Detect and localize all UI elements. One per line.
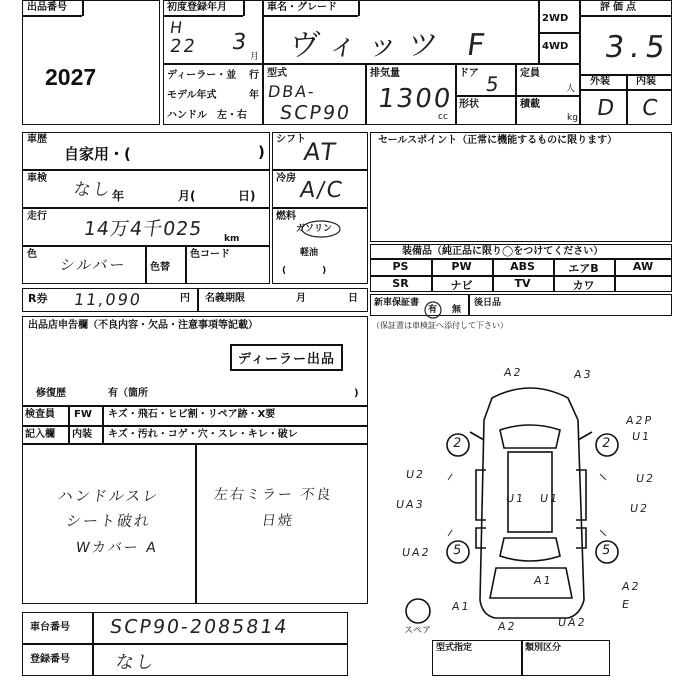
km-unit: km [224, 234, 240, 244]
inspection-year: 年 [112, 189, 125, 203]
shape-label: 形状 [459, 99, 479, 110]
model-year-suffix: 年 [249, 90, 259, 101]
kg-unit: kg [567, 113, 578, 123]
mark-ua2-bottom: UA2 [557, 616, 588, 629]
recycle-yen: 円 [180, 293, 190, 304]
mark-ua3: UA3 [395, 498, 426, 511]
interior-items: キズ・汚れ・コゲ・穴・スレ・キレ・破レ [108, 429, 298, 440]
expiry-day: 日 [348, 293, 358, 304]
equipment-title: 装備品（純正品に限り◯をつけてください） [402, 246, 604, 257]
mark-u2-left: U2 [405, 468, 426, 481]
registration-label: 登録番号 [30, 654, 70, 665]
tire-fr-mark: 2 [600, 436, 612, 451]
reg-year: 22 [168, 36, 199, 57]
sales-label: セールスポイント（正常に機能するものに限ります） [378, 135, 618, 146]
mark-ua2-left: UA2 [401, 546, 432, 559]
mark-e: E [621, 598, 632, 611]
mark-front-a3: A3 [573, 368, 594, 381]
model-code: SCP90 [278, 102, 353, 124]
recycle-label: R券 [28, 292, 48, 305]
eq-ps: PS [392, 260, 409, 273]
repair-label: 修復歴 [36, 388, 66, 399]
fw-items: キズ・飛石・ヒビ割・リペア跡・X要 [108, 409, 276, 420]
eq-navi: ナビ [450, 279, 473, 292]
history-close: ) [258, 143, 265, 161]
eq-airbag: エアB [568, 262, 599, 275]
history-box [22, 132, 270, 170]
fuel-gas: ガソリン [296, 224, 333, 234]
mark-a1-right: A1 [533, 574, 554, 587]
first-reg-label: 初度登録年月 [167, 2, 227, 13]
mark-a2-rear-right: A2 [621, 580, 642, 593]
mark-u2-lower-right: U2 [629, 502, 650, 515]
eq-leather: カワ [572, 279, 595, 292]
history-label: 車歴 [27, 134, 47, 145]
ac-value: A/C [298, 178, 346, 203]
fuel-label: 燃料 [276, 211, 296, 222]
history-value: 自家用・( [64, 145, 131, 163]
era: H [168, 18, 186, 37]
note-line-3: Wカバー A [74, 540, 159, 556]
mark-front-a2: A2 [503, 366, 524, 379]
expiry-month: 月 [296, 293, 306, 304]
drive-4wd: 4WD [542, 41, 569, 52]
shift-label: シフト [276, 134, 306, 145]
registration-box [22, 644, 348, 676]
displacement-value: 1300 [375, 84, 455, 114]
tire-rr-mark: 5 [600, 543, 612, 558]
model-year-label: モデル年式 [167, 90, 217, 101]
score-value: 3.5 [602, 30, 674, 65]
recycle-value: 11,090 [72, 290, 144, 309]
mark-roof-u1-b: U1 [539, 492, 560, 505]
name-grade-label: 車名・グレード [267, 2, 337, 13]
after-label: 後日品 [474, 298, 502, 308]
inspection-day: 日) [238, 189, 256, 203]
mark-a2-bottom: A2 [497, 620, 518, 633]
model-label: 型式 [267, 68, 287, 79]
chassis-label: 車台番号 [30, 622, 70, 633]
inspection-label: 車検 [27, 173, 47, 184]
car-name: ヴィッツ F [287, 28, 497, 63]
drive-2wd: 2WD [542, 13, 569, 24]
lot-label: 出品番号 [27, 2, 67, 13]
mileage-value: 14万4千025 [82, 218, 204, 240]
inspector-label-2: 記入欄 [25, 429, 55, 440]
eq-pw: PW [451, 260, 472, 273]
interior-label: 内装 [636, 76, 656, 87]
mark-a2p: A2P [625, 414, 655, 427]
fuel-paren: ( ) [282, 266, 327, 276]
dealer-label: ディーラー・並 [167, 70, 237, 81]
mark-roof-u1-a: U1 [505, 492, 526, 505]
dealer-suffix: 行 [249, 70, 259, 81]
color-code-label: 色コード [190, 249, 230, 260]
exterior-label: 外装 [590, 76, 610, 87]
warranty-label: 新車保証書 [374, 298, 420, 308]
mark-u2-right: U2 [635, 472, 656, 485]
model-prefix: DBA- [266, 82, 318, 101]
inspector-label-1: 検査員 [25, 409, 55, 420]
registration-value: なし [114, 652, 158, 673]
handle-label: ハンドル 左・右 [167, 110, 247, 121]
eq-abs: ABS [510, 260, 535, 273]
warranty-yes: 有 [428, 305, 438, 315]
load-label: 積載 [520, 99, 540, 110]
lot-number: 2027 [45, 64, 97, 90]
fw-head: FW [74, 409, 92, 420]
mark-u1-right: U1 [631, 430, 652, 443]
warranty-note: （保証書は車検証へ添付して下さい） [372, 321, 508, 330]
warranty-no: 無 [452, 305, 462, 315]
reg-month: 3 [230, 30, 250, 55]
repair-close: ) [354, 388, 359, 399]
repair-value: 有（箇所 [108, 388, 148, 399]
expiry-label: 名義期限 [205, 293, 245, 304]
note-line-2: シート破れ [64, 512, 153, 530]
eq-sr: SR [392, 277, 409, 290]
mileage-label: 走行 [27, 211, 47, 222]
note-line-4: 左右ミラー 不良 [212, 487, 334, 503]
tire-fl-mark: 2 [451, 436, 463, 451]
class-label: 類別区分 [525, 643, 562, 653]
spare-label: スペア [404, 626, 432, 636]
repaint-label: 色替 [150, 262, 170, 273]
month-unit: 月 [250, 52, 260, 62]
lot-box [22, 0, 160, 125]
interior-head: 内装 [72, 429, 92, 440]
ac-label: 冷房 [276, 173, 296, 184]
inspection-value: なし [72, 180, 114, 200]
interior-grade: C [640, 96, 662, 121]
sales-box [370, 132, 672, 242]
color-label: 色 [27, 249, 37, 260]
eq-tv: TV [514, 277, 531, 290]
mark-a1-left: A1 [451, 600, 472, 613]
tire-rl-mark: 5 [451, 543, 463, 558]
capacity-label: 定員 [520, 68, 540, 79]
chassis-value: SCP90-2085814 [108, 616, 290, 638]
capacity-unit: 人 [566, 84, 576, 94]
exterior-grade: D [595, 96, 618, 121]
cc-unit: cc [438, 112, 448, 122]
type-label: 型式指定 [436, 643, 473, 653]
inspection-box [22, 170, 270, 208]
fuel-diesel: 軽油 [300, 248, 319, 258]
doors-label: ドア [459, 68, 479, 79]
eq-aw: AW [632, 260, 654, 273]
score-label: 評価点 [600, 2, 639, 13]
inspection-month: 月( [178, 189, 196, 203]
dealer-stamp: ディーラー出品 [230, 344, 343, 371]
color-value: シルバー [58, 256, 128, 274]
doors-value: 5 [484, 72, 503, 96]
remarks-label: 出品店申告欄（不良内容・欠品・注意事項等記載） [28, 320, 258, 331]
note-line-1: ハンドルスレ [56, 487, 161, 505]
displacement-label: 排気量 [370, 68, 400, 79]
note-line-5: 日焼 [260, 513, 295, 529]
shift-value: AT [302, 138, 340, 166]
